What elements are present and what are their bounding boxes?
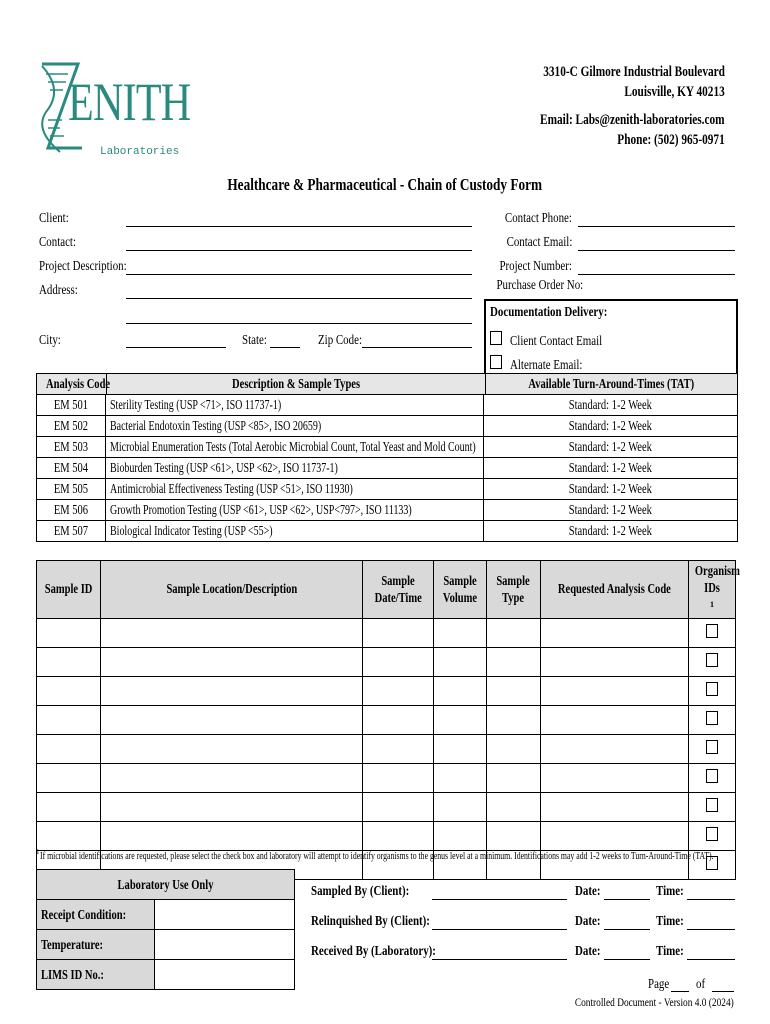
analysis-description-cell: Growth Promotion Testing (USP <61>, USP <62>, USP<797>, ISO 11133) xyxy=(110,502,412,517)
sample-type-field[interactable] xyxy=(486,792,541,821)
analysis-code-cell: EM 506 xyxy=(53,502,89,517)
sample-row xyxy=(37,821,736,850)
sample-id-field[interactable] xyxy=(37,676,101,705)
project-description-label: Project Description: xyxy=(39,259,127,274)
analysis-description-cell: Biological Indicator Testing (USP <55>) xyxy=(110,523,273,538)
sample-id-field[interactable] xyxy=(37,763,101,792)
sample-datetime-header: Sample Date/Time xyxy=(374,573,422,606)
sample-row xyxy=(37,792,736,821)
sample-volume-field[interactable] xyxy=(433,734,486,763)
analysis-row xyxy=(37,500,737,521)
organism-id-checkbox[interactable] xyxy=(706,769,718,783)
sample-datetime-field[interactable] xyxy=(363,763,433,792)
sample-row xyxy=(37,734,736,763)
sample-type-field[interactable] xyxy=(486,821,541,850)
address-field-1[interactable] xyxy=(126,298,472,299)
sample-row xyxy=(37,618,736,647)
project-description-field[interactable] xyxy=(126,274,472,275)
requested-analysis-field[interactable] xyxy=(541,705,689,734)
logo-brand: ENITH xyxy=(68,72,191,132)
contact-label: Contact: xyxy=(39,235,77,250)
client-field[interactable] xyxy=(126,226,472,227)
analysis-tat-cell: Standard: 1-2 Week xyxy=(568,439,653,454)
analysis-row xyxy=(37,458,737,479)
contact-field[interactable] xyxy=(126,250,472,251)
sampled-date-field[interactable] xyxy=(604,899,650,900)
page-label: Page xyxy=(648,977,670,992)
sample-volume-field[interactable] xyxy=(433,821,486,850)
sample-location-field[interactable] xyxy=(101,705,363,734)
sample-volume-field[interactable] xyxy=(433,763,486,792)
organism-id-cell xyxy=(689,618,736,647)
sample-type-field[interactable] xyxy=(486,705,541,734)
sample-datetime-field[interactable] xyxy=(363,734,433,763)
company-info xyxy=(460,62,725,150)
requested-analysis-field[interactable] xyxy=(541,821,689,850)
sample-volume-field[interactable] xyxy=(433,676,486,705)
organism-ids-header: Organism IDs xyxy=(694,563,740,595)
version-text: Controlled Document - Version 4.0 (2024) xyxy=(574,995,734,1009)
analysis-code-cell: EM 507 xyxy=(53,523,89,538)
sample-id-field[interactable] xyxy=(37,705,101,734)
analysis-description-cell: Bioburden Testing (USP <61>, USP <62>, ISO 11737-1) xyxy=(110,460,338,475)
doc-delivery-heading: Documentation Delivery: xyxy=(490,305,608,320)
organism-id-cell xyxy=(689,705,736,734)
relinquished-by-label: Relinquished By (Client): xyxy=(311,914,430,929)
sample-datetime-field[interactable] xyxy=(363,792,433,821)
receipt-condition-label: Receipt Condition: xyxy=(41,906,127,922)
sample-type-field[interactable] xyxy=(486,763,541,792)
analysis-code-cell: EM 504 xyxy=(53,460,89,475)
lab-use-table xyxy=(36,869,295,990)
sample-id-field[interactable] xyxy=(37,821,101,850)
received-date-field[interactable] xyxy=(604,959,650,960)
organism-id-checkbox[interactable] xyxy=(706,740,718,754)
client-label: Client: xyxy=(39,211,69,226)
organism-id-checkbox[interactable] xyxy=(706,798,718,812)
contact-phone-label: Contact Phone: xyxy=(504,211,572,226)
sample-type-field[interactable] xyxy=(486,734,541,763)
address-line1: 3310-C Gilmore Industrial Boulevard xyxy=(543,64,725,80)
organism-id-checkbox[interactable] xyxy=(706,827,718,841)
analysis-row xyxy=(37,395,737,416)
sample-datetime-field[interactable] xyxy=(363,821,433,850)
analysis-description-cell: Antimicrobial Effectiveness Testing (USP <51>, ISO 11930) xyxy=(110,481,353,496)
received-date-label: Date: xyxy=(575,944,601,959)
sample-location-field[interactable] xyxy=(101,763,363,792)
sample-datetime-field[interactable] xyxy=(363,618,433,647)
relinquished-time-field[interactable] xyxy=(687,929,735,930)
sample-volume-header: Sample Volume xyxy=(442,573,477,606)
requested-analysis-field[interactable] xyxy=(541,792,689,821)
analysis-description-cell: Sterility Testing (USP <71>, ISO 11737-1) xyxy=(110,397,282,412)
sample-row xyxy=(37,763,736,792)
documentation-delivery-box xyxy=(484,299,738,373)
organism-id-checkbox[interactable] xyxy=(706,711,718,725)
sample-location-field[interactable] xyxy=(101,647,363,676)
organism-id-cell xyxy=(689,647,736,676)
contact-email-field[interactable] xyxy=(578,250,735,251)
received-by-field[interactable] xyxy=(432,959,567,960)
sampled-date-label: Date: xyxy=(575,884,601,899)
footnote-number: 1 xyxy=(36,848,40,856)
lims-id-field[interactable] xyxy=(155,960,295,990)
organism-id-cell xyxy=(689,763,736,792)
lims-id-label: LIMS ID No.: xyxy=(41,966,104,982)
requested-analysis-header: Requested Analysis Code xyxy=(558,581,672,597)
tat-header: Available Turn-Around-Times (TAT) xyxy=(528,376,695,391)
received-by-label: Received By (Laboratory): xyxy=(311,944,436,959)
relinquished-time-label: Time: xyxy=(656,914,684,929)
analysis-code-cell: EM 501 xyxy=(53,397,89,412)
requested-analysis-field[interactable] xyxy=(541,618,689,647)
sample-datetime-field[interactable] xyxy=(363,705,433,734)
sample-location-field[interactable] xyxy=(101,792,363,821)
sample-volume-field[interactable] xyxy=(433,618,486,647)
requested-analysis-field[interactable] xyxy=(541,676,689,705)
analysis-code-header: Analysis Code xyxy=(46,376,111,391)
client-contact-email-checkbox[interactable] xyxy=(490,331,502,345)
zip-label: Zip Code: xyxy=(318,333,362,348)
analysis-tat-cell: Standard: 1-2 Week xyxy=(568,397,653,412)
sample-type-field[interactable] xyxy=(486,676,541,705)
sample-volume-field[interactable] xyxy=(433,647,486,676)
sample-location-field[interactable] xyxy=(101,734,363,763)
requested-analysis-field[interactable] xyxy=(541,763,689,792)
sample-type-header: Sample Type xyxy=(496,573,531,606)
analysis-table xyxy=(36,373,738,542)
company-email: Email: Labs@zenith-laboratories.com xyxy=(540,112,725,128)
zip-field[interactable] xyxy=(362,347,472,348)
sample-type-field[interactable] xyxy=(486,647,541,676)
form-title: Healthcare & Pharmaceutical - Chain of Custody Form xyxy=(227,175,543,194)
analysis-row xyxy=(37,416,737,437)
relinquished-date-label: Date: xyxy=(575,914,601,929)
temperature-label: Temperature: xyxy=(41,936,103,952)
city-field[interactable] xyxy=(126,347,226,348)
sample-location-header: Sample Location/Description xyxy=(166,581,298,597)
sample-location-field[interactable] xyxy=(101,676,363,705)
analysis-code-cell: EM 502 xyxy=(53,418,89,433)
page-number-field[interactable] xyxy=(671,991,689,992)
received-time-field[interactable] xyxy=(687,959,735,960)
page-total-field[interactable] xyxy=(712,991,734,992)
analysis-tat-cell: Standard: 1-2 Week xyxy=(568,523,653,538)
organism-id-checkbox[interactable] xyxy=(706,624,718,638)
analysis-code-cell: EM 503 xyxy=(53,439,89,454)
contact-phone-field[interactable] xyxy=(578,226,735,227)
sample-id-field[interactable] xyxy=(37,618,101,647)
sample-id-field[interactable] xyxy=(37,792,101,821)
analysis-row xyxy=(37,437,737,458)
address-field-2[interactable] xyxy=(126,323,472,324)
organism-id-cell xyxy=(689,676,736,705)
footnote-text: If microbial identifications are requested, please select the check box and laboratory will attempt to identify organisms to the genus level at a minimum. Identifications may add 1-2 weeks to Turn-Around-Time (TAT). xyxy=(39,850,713,862)
of-label: of xyxy=(696,977,706,992)
footnote-mark: 1 xyxy=(710,600,714,609)
sample-id-field[interactable] xyxy=(37,647,101,676)
address-label: Address: xyxy=(39,283,78,298)
sample-row xyxy=(37,676,736,705)
purchase-order-label: Purchase Order No: xyxy=(496,278,584,293)
alternate-email-label: Alternate Email: xyxy=(509,358,582,373)
zenith-logo xyxy=(38,60,191,160)
receipt-condition-field[interactable] xyxy=(155,900,295,930)
sample-volume-field[interactable] xyxy=(433,792,486,821)
sampled-by-field[interactable] xyxy=(432,899,567,900)
organism-id-checkbox[interactable] xyxy=(706,653,718,667)
analysis-description-cell: Bacterial Endotoxin Testing (USP <85>, ISO 20659) xyxy=(110,418,322,433)
sample-location-field[interactable] xyxy=(101,821,363,850)
state-field[interactable] xyxy=(270,347,300,348)
relinquished-by-field[interactable] xyxy=(432,929,567,930)
sample-volume-field[interactable] xyxy=(433,705,486,734)
sample-row xyxy=(37,705,736,734)
sample-location-field[interactable] xyxy=(101,618,363,647)
organism-id-checkbox[interactable] xyxy=(706,682,718,696)
analysis-code-cell: EM 505 xyxy=(53,481,89,496)
sampled-time-field[interactable] xyxy=(687,899,735,900)
company-phone: Phone: (502) 965-0971 xyxy=(617,132,725,148)
sample-datetime-field[interactable] xyxy=(363,647,433,676)
sample-type-field[interactable] xyxy=(486,618,541,647)
received-time-label: Time: xyxy=(656,944,684,959)
sample-row xyxy=(37,647,736,676)
address-line2: Louisville, KY 40213 xyxy=(624,84,725,100)
analysis-description-cell: Microbial Enumeration Tests (Total Aerobic Microbial Count, Total Yeast and Mold Count) xyxy=(110,439,476,454)
sampled-by-label: Sampled By (Client): xyxy=(311,884,410,899)
analysis-tat-cell: Standard: 1-2 Week xyxy=(568,418,653,433)
organism-id-cell xyxy=(689,792,736,821)
requested-analysis-field[interactable] xyxy=(541,647,689,676)
client-contact-email-label: Client Contact Email xyxy=(509,334,602,349)
analysis-tat-cell: Standard: 1-2 Week xyxy=(568,481,653,496)
description-header: Description & Sample Types xyxy=(231,376,361,391)
state-label: State: xyxy=(242,333,267,348)
analysis-row xyxy=(37,479,737,500)
organism-id-cell xyxy=(689,821,736,850)
requested-analysis-field[interactable] xyxy=(541,734,689,763)
analysis-tat-cell: Standard: 1-2 Week xyxy=(568,460,653,475)
project-number-label: Project Number: xyxy=(499,259,572,274)
relinquished-date-field[interactable] xyxy=(604,929,650,930)
city-label: City: xyxy=(39,333,61,348)
analysis-row xyxy=(37,521,737,541)
sample-datetime-field[interactable] xyxy=(363,676,433,705)
sample-table xyxy=(36,560,740,880)
logo-sub: Laboratories xyxy=(100,146,180,158)
contact-email-label: Contact Email: xyxy=(506,235,572,250)
organism-id-cell xyxy=(689,734,736,763)
lab-use-heading: Laboratory Use Only xyxy=(117,876,214,892)
sample-id-header: Sample ID xyxy=(44,581,93,597)
sample-id-field[interactable] xyxy=(37,734,101,763)
temperature-field[interactable] xyxy=(155,930,295,960)
sampled-time-label: Time: xyxy=(656,884,684,899)
project-number-field[interactable] xyxy=(578,274,735,275)
analysis-tat-cell: Standard: 1-2 Week xyxy=(568,502,653,517)
alternate-email-checkbox[interactable] xyxy=(490,355,502,369)
